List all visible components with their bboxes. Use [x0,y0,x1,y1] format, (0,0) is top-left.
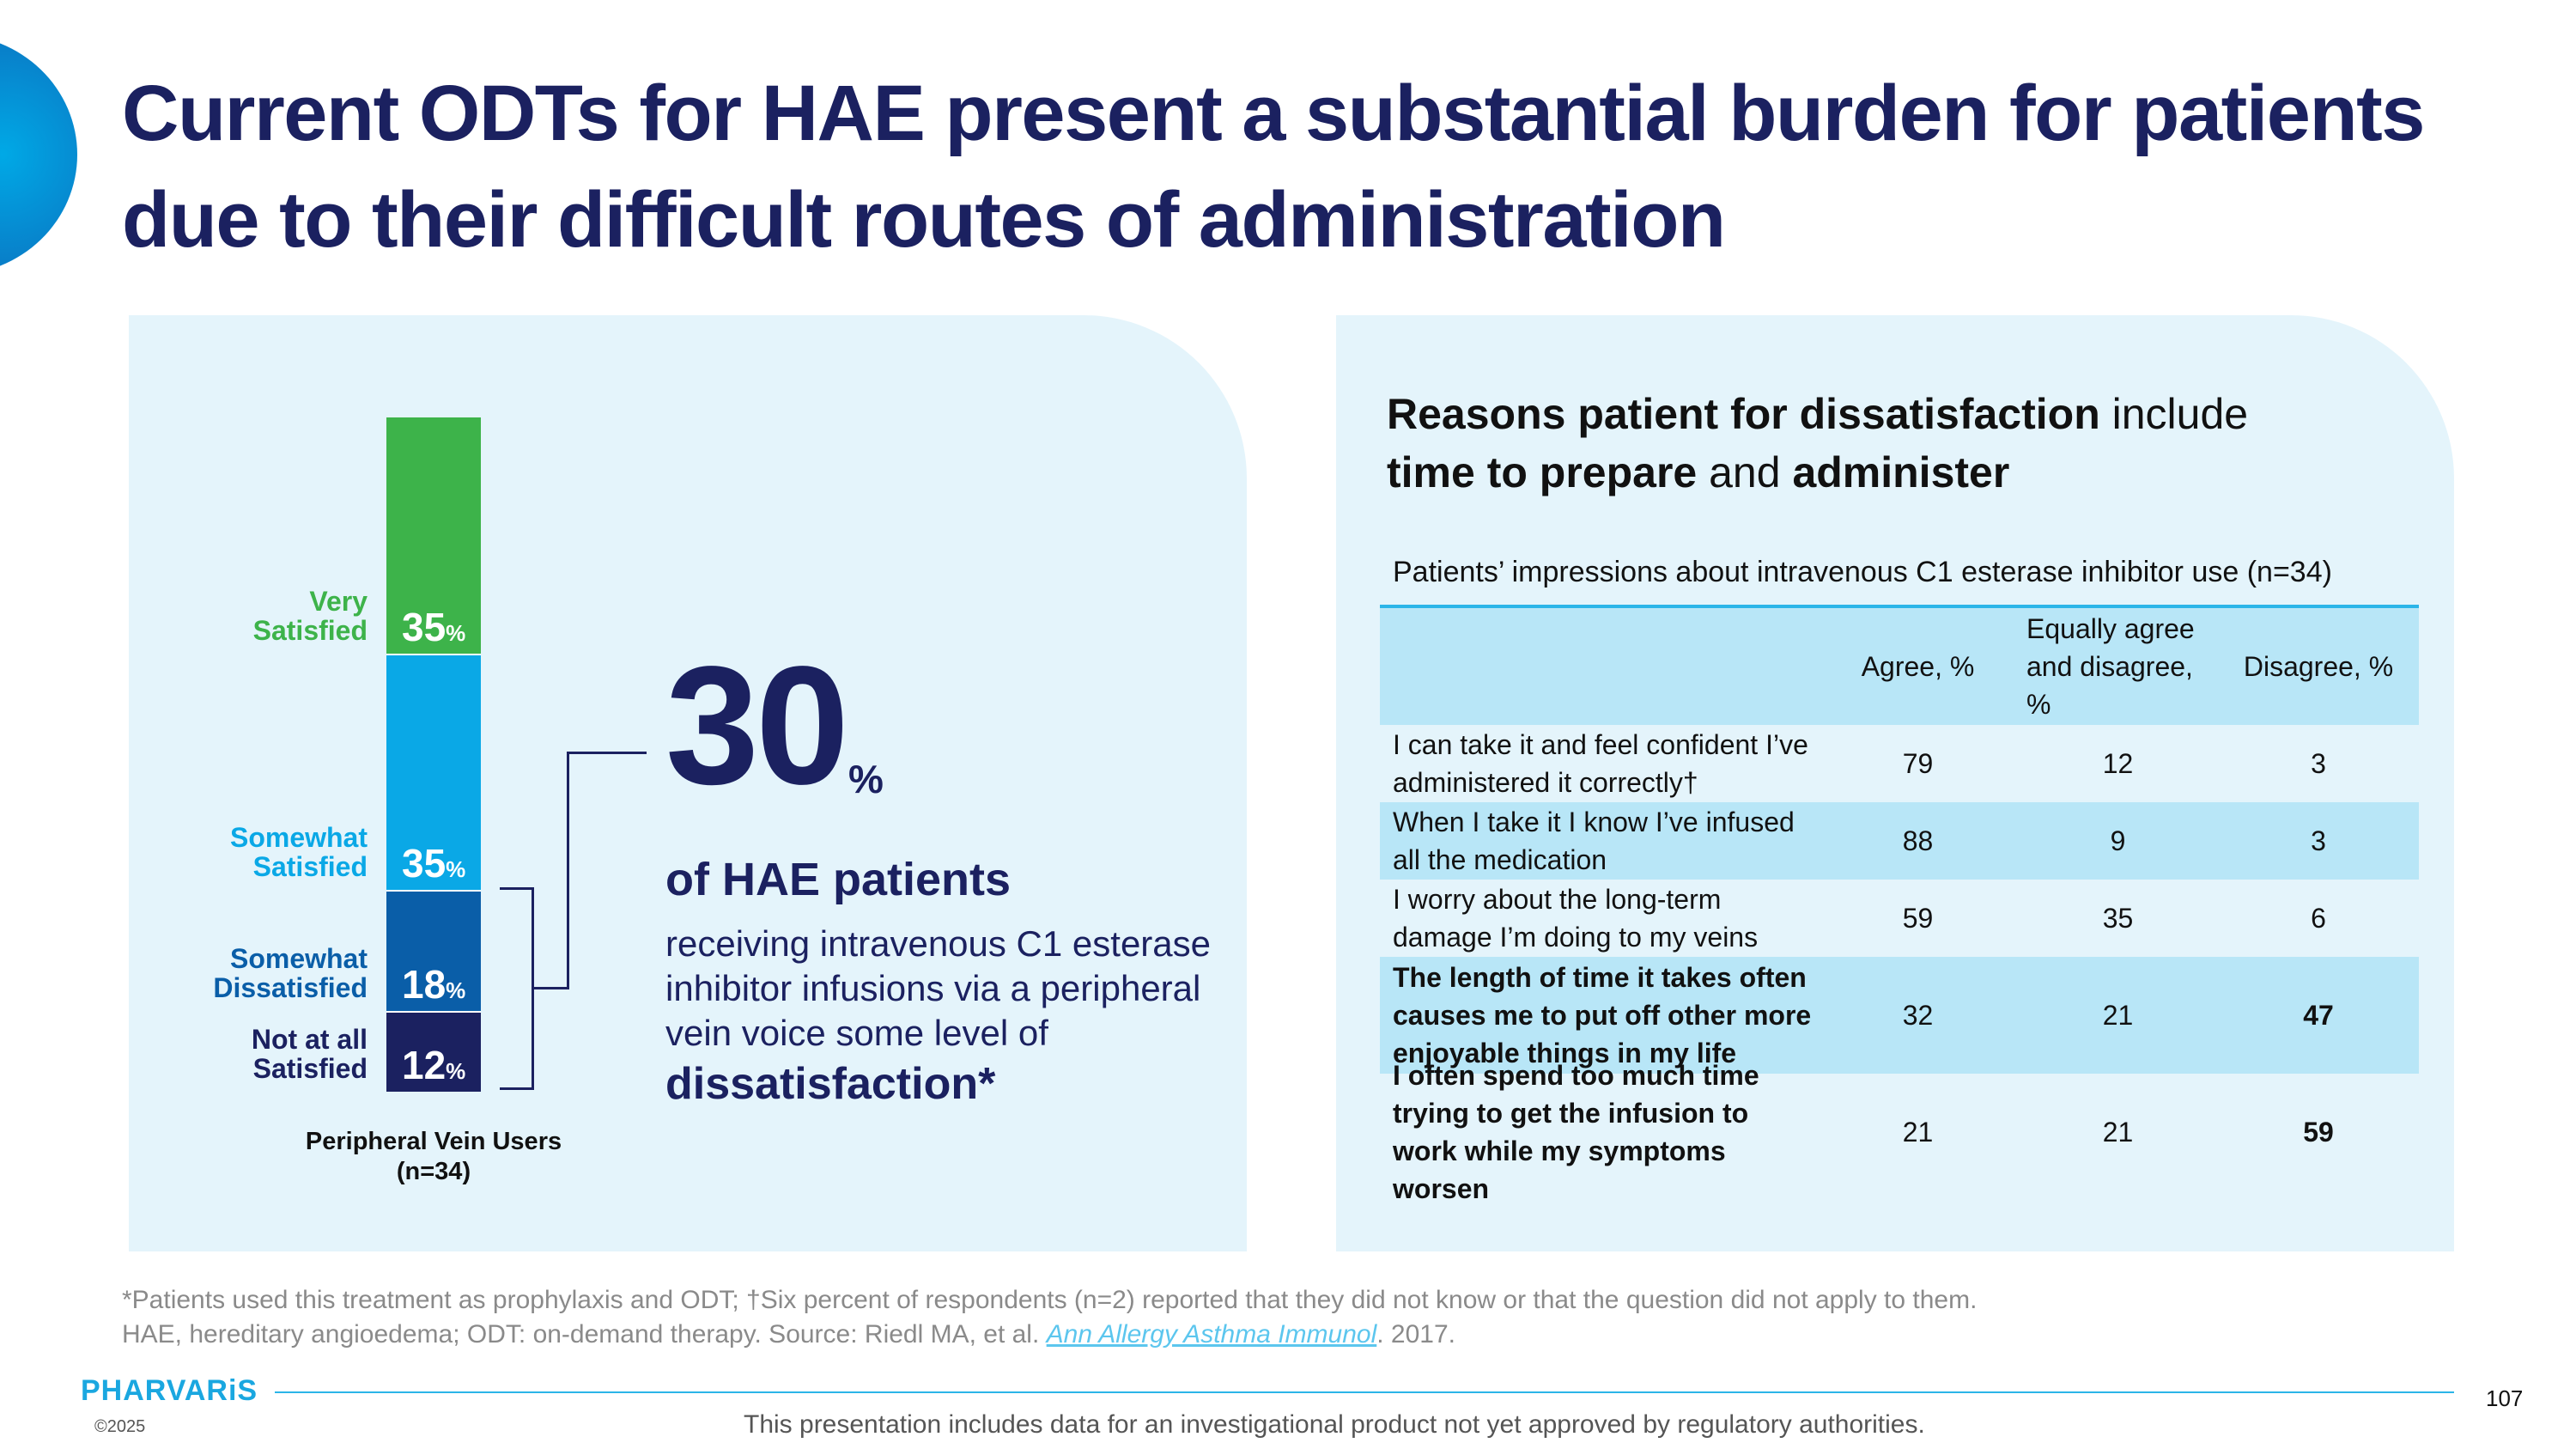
footnote-line-1: *Patients used this treatment as prophylaxis and ODT; †Six percent of respondents (n=2) reported that they did not know or that the question did not apply to them. [122,1286,1978,1314]
copyright: ©2025 [94,1417,146,1436]
reasons-part-5: administer [1792,448,2010,496]
legend-label-somewhat-satisfied: Somewhat Satisfied [229,821,368,882]
row-statement: I often spend too much time trying to get the infusion to work while my symptoms worsen [1393,1060,1759,1204]
row-equal: 35 [2102,902,2134,934]
callout-description: receiving intravenous C1 esterase inhibitor infusions via a peripheral vein voice some level of [665,923,1212,1053]
disclaimer: This presentation includes data for an investigational product not yet approved by regulatory authorities. [744,1410,1925,1439]
table-row [1380,725,2419,802]
row-equal: 9 [2110,825,2126,856]
bar-value-somewhat-satisfied: 35% [402,840,466,886]
row-agree: 21 [1902,1116,1934,1148]
row-disagree: 3 [2311,747,2326,779]
impressions-table [1380,605,2419,1204]
row-statement: I can take it and feel confident I’ve administered it correctly† [1393,729,1808,798]
row-agree: 79 [1902,747,1934,779]
reasons-part-3: time to prepare [1387,448,1698,496]
company-logo: PHARVARiS [81,1374,258,1407]
bracket-connector-h2 [567,752,647,754]
row-disagree: 47 [2303,999,2334,1031]
bar-x-axis-label-line1: Peripheral Vein Users [305,1128,562,1155]
legend-label-not-at-all-satisfied: Not at all Satisfied [251,1024,368,1084]
table-header-row [1380,608,2419,725]
footnote-line-2 [122,1318,1977,1352]
dissatisfaction-percent-value: 30 [665,631,847,819]
bracket-connector-h1 [534,987,568,989]
row-equal: 12 [2102,747,2134,779]
bar-x-axis-label-line2: (n=34) [396,1158,471,1185]
row-agree: 32 [1902,999,1934,1031]
callout-emphasis: dissatisfaction* [665,1059,996,1109]
reasons-heading [1387,385,2417,502]
reasons-part-4: and [1697,448,1793,496]
footnote-year: . 2017. [1376,1320,1456,1349]
page-title: Current ODTs for HAE present a substantial burden for patients due to their difficult routes of administration [122,70,2424,264]
row-equal: 21 [2102,1116,2134,1148]
table-row [1380,802,2419,880]
footer-rule [275,1391,2454,1393]
table-header-equal: Equally agree and disagree, % [2026,613,2195,720]
row-disagree: 59 [2303,1116,2334,1148]
table-header-agree: Agree, % [1861,651,1975,682]
table-header-disagree: Disagree, % [2243,651,2394,682]
dissatisfied-bracket [500,887,534,1090]
row-disagree: 3 [2311,825,2326,856]
bar-value-not-at-all-satisfied: 12% [402,1043,466,1087]
row-equal: 21 [2102,999,2134,1031]
row-statement: When I take it I know I’ve infused all the medication [1393,807,1795,875]
bar-value-very-satisfied: 35% [402,604,466,649]
dissatisfaction-percent-unit: % [848,757,884,801]
row-disagree: 6 [2311,902,2326,934]
table-caption: Patients’ impressions about intravenous C1 esterase inhibitor use (n=34) [1393,556,2332,588]
reasons-part-2: include [2099,390,2249,438]
reasons-part-1: Reasons patient for dissatisfaction [1387,390,2100,438]
legend-label-somewhat-dissatisfied: Somewhat Dissatisfied [213,942,368,1003]
page-number: 107 [2486,1385,2524,1411]
table-row [1380,880,2419,957]
row-statement: The length of time it takes often causes me to put off other more enjoyable things in my life [1393,962,1812,1068]
row-agree: 59 [1902,902,1934,934]
callout-headline: of HAE patients [665,854,1012,905]
footnote-source: HAE, hereditary angioedema; ODT: on-demand therapy. Source: Riedl MA, et al. [122,1320,1047,1349]
row-agree: 88 [1902,825,1934,856]
corner-decoration [0,34,77,275]
footnote [122,1283,1977,1352]
journal-link[interactable]: Ann Allergy Asthma Immunol [1046,1320,1377,1349]
bracket-connector-v [567,752,569,989]
table-row [1380,1060,2419,1204]
bar-value-somewhat-dissatisfied: 18% [402,961,466,1007]
legend-label-very-satisfied: Very Satisfied [252,585,368,646]
bar-x-axis-label [292,1127,575,1187]
row-statement: I worry about the long-term damage I’m doing to my veins [1393,884,1759,953]
